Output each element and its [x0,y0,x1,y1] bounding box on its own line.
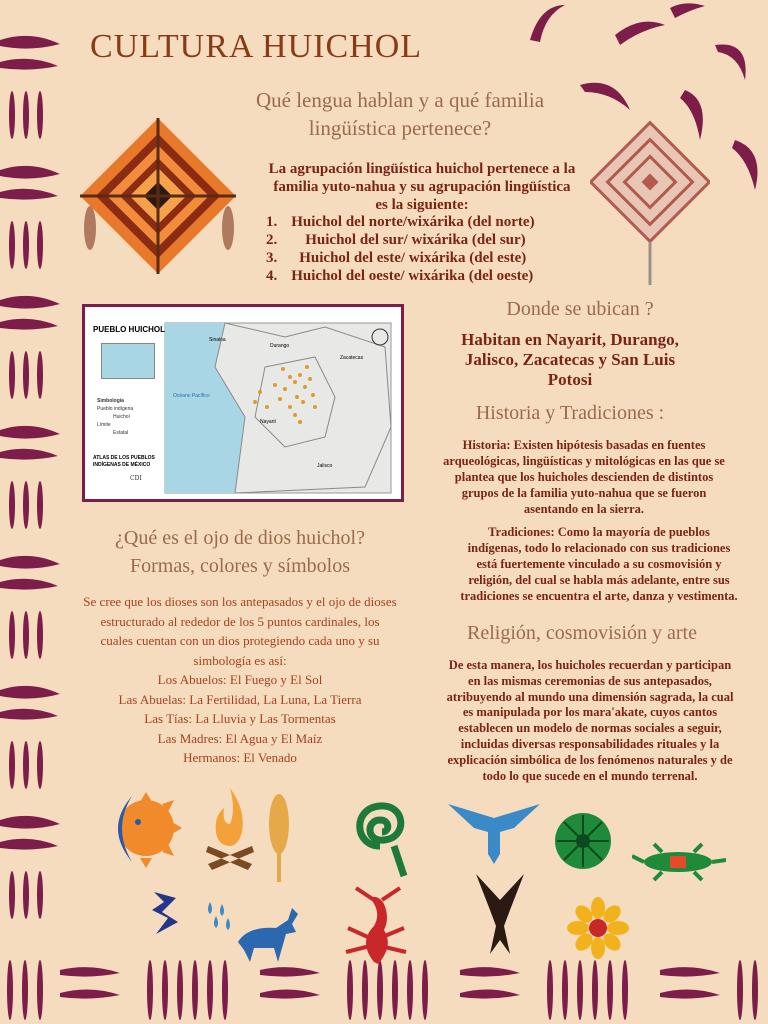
history-heading: Historia y Tradiciones : [475,402,665,424]
traditions-line: indígenas, todo lo relacionado con sus tradiciones [467,541,731,555]
left-border-pattern [0,0,64,1024]
map-label-zacatecas: Zacatecas [340,355,364,361]
location-heading: Donde se ubican ? [506,298,654,320]
language-intro-line3: es la siguiente: [375,197,469,213]
religion-line: incluidas diversas responsabilidades rituales y la [460,736,720,751]
legend-subtitle: Pueblo indígena [97,406,134,412]
location-body [430,330,710,390]
map-label-durango: Durango [270,343,290,349]
history-line: asentando en la sierra. [523,502,645,516]
language-intro [232,160,612,214]
black-bird-icon [470,870,530,956]
legend-limits: Límite [97,422,111,428]
ojo-line: cuales cuentan con un dios protegiendo cada uno y su [100,633,380,648]
cdi-logo: CDI [130,475,142,482]
list-number: 2. [266,232,278,248]
language-intro-line1: La agrupación lingüística huichol pertenece a la [268,161,576,177]
atlas-line2: INDÍGENAS DE MÉXICO [93,462,151,468]
religion-line: explicación simbólica de los fenómenos naturales y de [447,752,733,767]
map-title: PUEBLO HUICHOL [93,325,165,334]
page-title: CULTURA HUICHOL [90,28,423,65]
list-item [266,267,535,285]
religion-line: todo lo que sucede en el mundo terrenal. [482,768,698,783]
peyote-icon [552,810,614,872]
list-text: Huichol del este/ wixárika (del este) [299,250,527,266]
ojo-line: Las Abuelas: La Fertilidad, La Luna, La Tierra [118,691,362,707]
map-inset [101,343,155,379]
legend-item: Huichol [113,414,130,420]
religion-text [418,658,762,784]
spiral-snake-icon [344,786,416,882]
traditions-line: tradiciones se encuentra el arte, danza y vestimenta. [460,589,738,603]
list-text: Huichol del oeste/ wixárika (del oeste) [291,268,534,284]
atlas-line1: ATLAS DE LOS PUEBLOS [93,455,155,461]
ojo-heading-line1: ¿Qué es el ojo de dios huichol? [115,527,365,549]
language-heading-line1: Qué lengua hablan y a qué familia [255,88,545,112]
sun-moon-icon [96,782,188,874]
ojo-text [60,592,420,768]
religion-line: atribuyendo al mundo una dimensión sagrada, la cual [446,689,734,704]
history-line: plantea que los huicholes descienden de distintos [454,470,714,484]
language-list [266,213,535,285]
religion-line: es manipulada por los mara'akate, cuyos cantos [462,705,718,720]
map-label-nayarit: Nayarit [260,419,276,425]
ojo-line: Hermanos: El Venado [183,750,297,765]
traditions-line: está fuertemente vinculado a su cosmovisión y [476,557,722,571]
fire-icon [202,780,258,876]
map-card [82,304,404,502]
traditions-line: Tradiciones: Como la mayoría de pueblos [488,525,710,539]
religion-line: establecen un modelo de normas sociales a seguir, [458,721,722,736]
flower-icon [566,896,630,960]
history-line: Historia: Existen hipótesis basadas en fuentes [462,438,706,452]
ojo-line: Las Tías: La Lluvia y Las Tormentas [144,711,336,726]
language-heading-line2: lingüística pertenece? [308,116,492,140]
corn-icon [264,784,294,884]
eagle-icon [444,798,544,868]
rain-icon [204,900,234,932]
location-line2: Jalisco, Zacatecas y San Luis [464,350,676,369]
location-line3: Potosi [547,370,593,389]
list-item [266,213,535,231]
ojo-de-dios-icon [78,118,238,278]
history-line: grupos de la familia yuto-nahua que se fueron [461,486,707,500]
list-text: Huichol del norte/wixárika (del norte) [291,214,535,230]
legend-title: Simbología [97,398,124,404]
scorpion-icon [334,882,418,970]
list-text: Huichol del sur/ wixárika (del sur) [305,232,526,248]
religion-line: en las mismas ceremonias de sus antepasados, [468,673,712,688]
history-line: arqueológicas, lingüísticas y mitológicas en las que se [443,454,725,468]
lizard-icon [632,842,726,882]
traditions-line: religión, del cual se habla más adelante, entre sus [468,573,730,587]
religion-line: De esta manera, los huicholes recuerdan y participan [448,658,732,672]
language-heading [230,86,570,142]
ojo-heading-line2: Formas, colores y símbolos [130,555,350,577]
language-intro-line2: familia yuto-nahua y su agrupación lingüística [273,179,571,195]
ojo-line: Los Abuelos: El Fuego y El Sol [157,672,323,687]
ojo-line: Las Madres: El Agua y El Maíz [157,730,323,746]
map-legend [97,397,133,437]
list-number: 1. [266,214,278,230]
ojo-heading [70,524,410,580]
traditions-text [432,524,766,604]
list-item [266,231,535,249]
map-label-sinaloa: Sinaloa [209,337,226,343]
list-number: 3. [266,250,278,266]
legend-state: Estatal [113,430,129,436]
location-line1: Habitan en Nayarit, Durango, [461,330,679,349]
map-label-jalisco: Jalisco [317,463,333,469]
list-number: 4. [266,268,278,284]
ojo-line: simbología es así: [193,652,287,668]
map-label-ocean: Océano Pacífico [173,393,210,399]
deer-icon [232,902,304,966]
ojo-line: Se cree que los dioses son los antepasados y el ojo de dioses [83,594,397,609]
lightning-icon [148,888,182,936]
atlas-label [93,455,155,469]
history-text [414,437,754,517]
religion-heading: Religión, cosmovisión y arte [467,622,697,644]
ojo-line: estructurado al rededor de los 5 puntos cardinales, los [100,613,380,629]
list-item [266,249,535,267]
